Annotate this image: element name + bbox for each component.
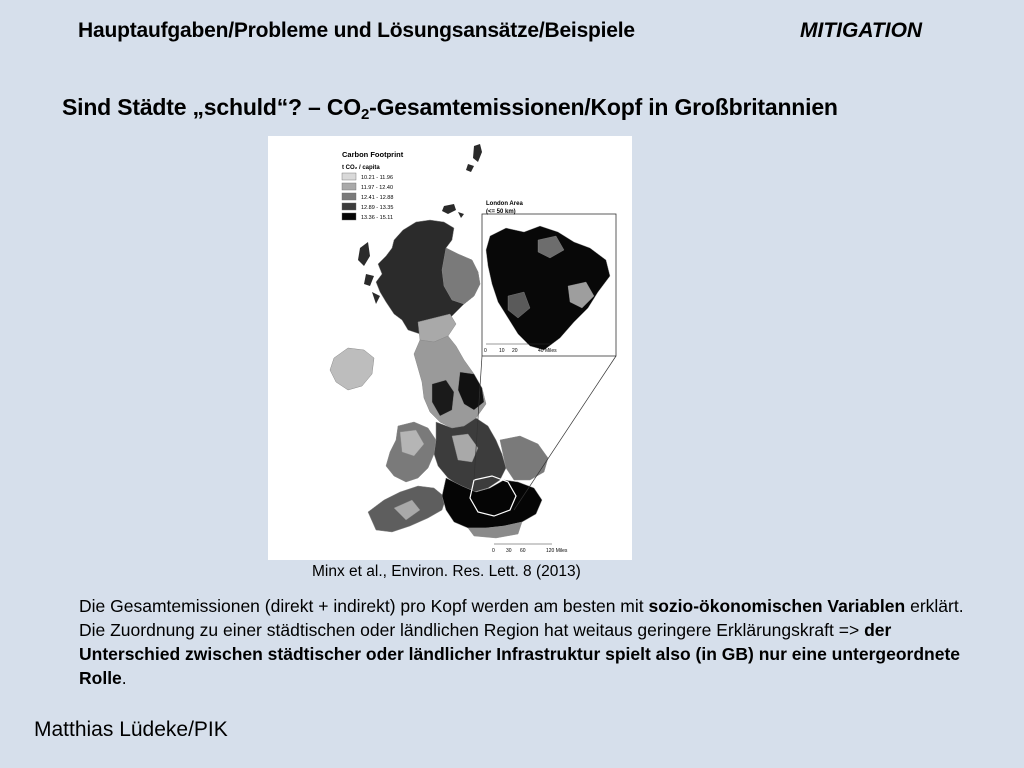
legend-swatch-4 [342,203,356,210]
legend-swatch-3 [342,193,356,200]
slide-title [62,94,838,123]
inset-scale-20: 20 [512,348,518,354]
legend-label-2: 11.97 - 12.40 [361,185,394,191]
body-bold-1: sozio-ökonomischen Variablen [648,596,906,616]
legend-swatch-1 [342,173,356,180]
body-text-2: erklärt. Die Zuordnung zu einer städtischen oder ländlichen Region hat weitaus geringere Erklärungskraft => [79,596,964,640]
author-footer: Matthias Lüdeke/PIK [34,718,228,741]
east-anglia-region [500,436,548,480]
legend-label-5: 13.36 - 15.11 [361,215,394,221]
title-subscript: 2 [360,106,370,123]
main-scale-60: 60 [520,548,526,554]
legend-swatch-5 [342,213,356,220]
map-svg [268,136,632,560]
legend-title: Carbon Footprint [342,150,404,159]
inset-subtitle: (<= 50 km) [486,209,516,215]
main-scale-30: 30 [506,548,512,554]
body-text-3: . [121,668,127,688]
inset-scale-40: 40 Miles [538,348,557,354]
body-bold-2: der Unterschied zwischen städtischer oder ländlicher Infrastruktur spielt also (in GB) nur eine untergeordnete Rolle [79,620,961,688]
header-topic: Hauptaufgaben/Probleme und Lösungsansätze/Beispiele [78,19,635,42]
northern-isles [442,144,482,218]
carbon-footprint-map [268,136,632,560]
main-scale-120: 120 Miles [546,548,568,554]
title-part-2: -Gesamtemissionen/Kopf in Großbritannien [369,94,838,120]
inset-scale-0: 0 [484,348,487,354]
title-part-1: Sind Städte „schuld“? – CO [62,94,361,120]
inset-title: London Area [486,201,523,207]
figure-caption: Minx et al., Environ. Res. Lett. 8 (2013) [312,563,581,580]
main-scale-0: 0 [492,548,495,554]
legend-swatch-2 [342,183,356,190]
inset-scale-10: 10 [499,348,505,354]
inset-connector-right [514,356,616,510]
header-section: MITIGATION [800,19,923,42]
body-text-1: Die Gesamtemissionen (direkt + indirekt) pro Kopf werden am besten mit [79,596,649,616]
legend-label-3: 12.41 - 12.88 [361,195,394,201]
northern-ireland-region [330,348,374,390]
legend-unit: t CO₂ / capita [342,165,380,171]
legend-label-4: 12.89 - 13.35 [361,205,394,211]
legend [342,173,393,221]
western-isles [358,242,380,304]
body-paragraph [79,594,979,690]
legend-label-1: 10.21 - 11.96 [361,175,394,181]
